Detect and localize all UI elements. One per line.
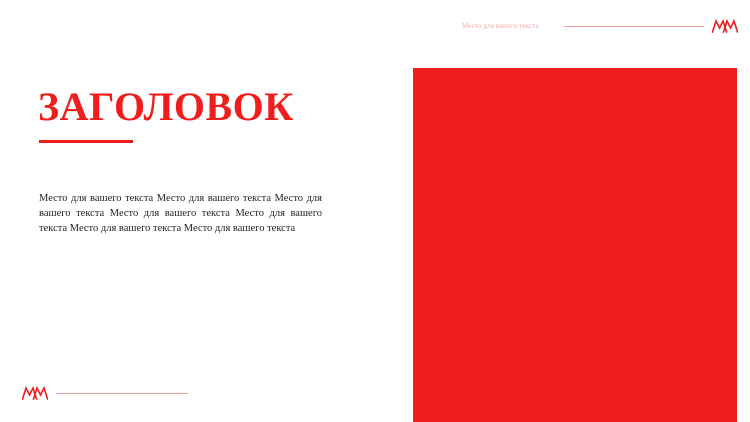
zigzag-logo-icon (22, 386, 48, 400)
header-caption: Место для вашего текста (462, 21, 539, 30)
slide-header (462, 14, 738, 38)
page-title: ЗАГОЛОВОК (38, 83, 294, 129)
body-paragraph: Место для вашего текста Место для вашего текста Место для вашего текста Место для вашего текста Место для вашего текста Место для вашего текста Место для вашего текста (39, 192, 322, 234)
image-placeholder-block (413, 68, 737, 422)
title-underline-divider (39, 140, 133, 143)
footer-rule (56, 393, 188, 394)
slide-footer (22, 386, 188, 400)
header-rule (564, 26, 704, 27)
zigzag-logo-icon (712, 19, 738, 33)
